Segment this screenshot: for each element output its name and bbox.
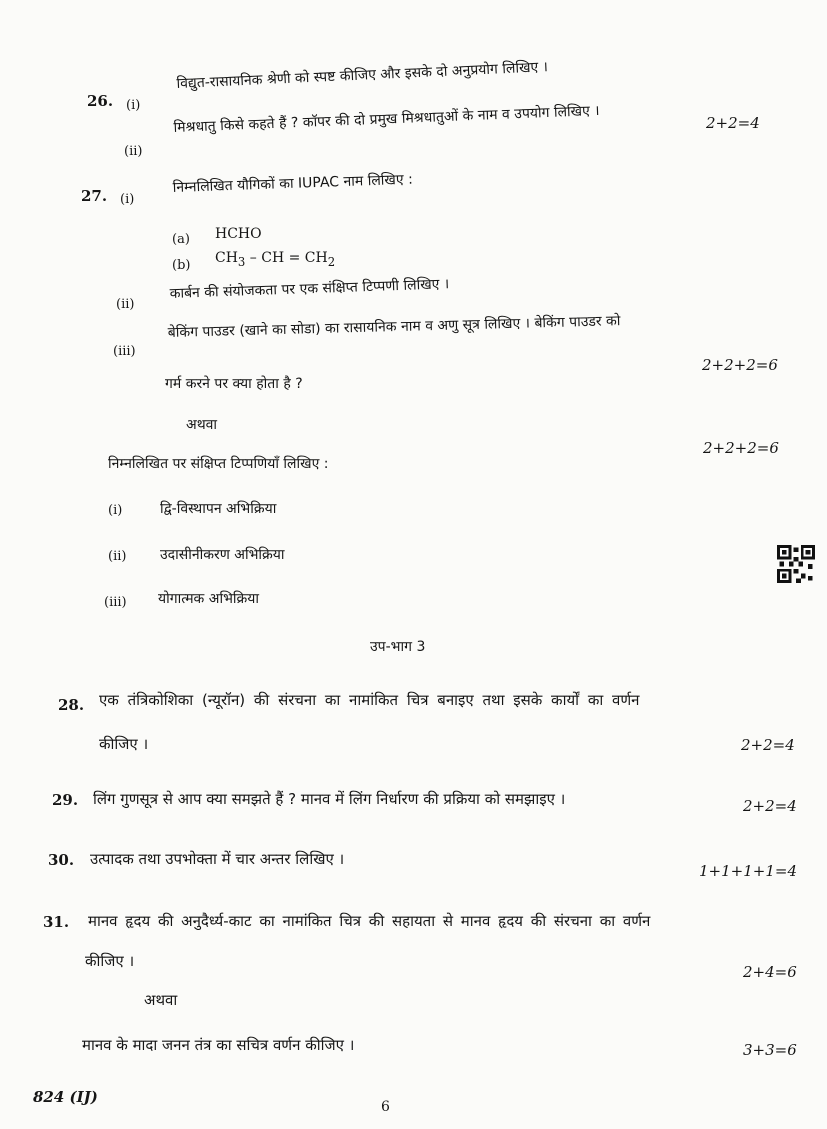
q26-ii-text: मिश्रधातु किसे कहते हैं ? कॉपर की दो प्रमुख मिश्रधातुओं के नाम व उपयोग लिखिए । xyxy=(173,102,600,137)
q27-alt-item-3-text: योगात्मक अभिक्रिया xyxy=(158,591,260,607)
q26-i-label: (i) xyxy=(126,98,141,113)
q27-or-label: अथवा xyxy=(186,417,218,433)
q27-alt-item-1-text: द्वि-विस्थापन अभिक्रिया xyxy=(160,501,277,517)
q27-alt-marks: 2+2+2=6 xyxy=(703,439,779,457)
q29-number: 29. xyxy=(52,791,79,809)
q31-marks: 2+4=6 xyxy=(743,963,797,981)
q27-b-formula-mid: – CH = CH xyxy=(245,250,328,266)
paper-code: 824 (IJ) xyxy=(33,1088,98,1106)
q27-alt-item-3-label: (iii) xyxy=(104,595,127,610)
q27-ii-label: (ii) xyxy=(116,297,135,312)
q31-text-line2: कीजिए । xyxy=(85,952,135,970)
q31-or-label: अथवा xyxy=(144,991,178,1009)
q30-marks: 1+1+1+1=4 xyxy=(699,862,797,880)
q27-iii-text-line1: बेकिंग पाउडर (खाने का सोडा) का रासायनिक नाम व अणु सूत्र लिखिए । बेकिंग पाउडर को xyxy=(167,313,621,342)
q27-a-label: (a) xyxy=(172,232,190,247)
q31-alt-text: मानव के मादा जनन तंत्र का सचित्र वर्णन कीजिए । xyxy=(82,1036,355,1054)
q27-alt-item-2-text: उदासीनीकरण अभिक्रिया xyxy=(160,547,285,563)
q27-iii-label: (iii) xyxy=(113,344,136,359)
q27-number: 27. xyxy=(81,187,108,205)
q27-ii-text: कार्बन की संयोजकता पर एक संक्षिप्त टिप्पणी लिखिए । xyxy=(169,276,450,303)
q28-marks: 2+2=4 xyxy=(741,736,795,754)
q28-text-line1: एक तंत्रिकोशिका (न्यूरॉन) की संरचना का नामांकित चित्र बनाइए तथा इसके कार्यों का वर्णन xyxy=(99,691,640,709)
q27-b-formula-sub2: 2 xyxy=(327,254,336,269)
q26-marks: 2+2=4 xyxy=(706,114,760,132)
q31-alt-marks: 3+3=6 xyxy=(743,1041,797,1059)
q27-b-formula xyxy=(215,250,335,269)
q27-alt-instruction: निम्नलिखित पर संक्षिप्त टिप्पणियाँ लिखिए : xyxy=(108,456,329,472)
q27-i-text: निम्नलिखित यौगिकों का IUPAC नाम लिखिए : xyxy=(172,171,414,197)
q28-number: 28. xyxy=(58,696,85,714)
q27-b-formula-sub1: 3 xyxy=(237,254,246,269)
q26-i-text: विद्युत-रासायनिक श्रेणी को स्पष्ट कीजिए और इसके दो अनुप्रयोग लिखिए । xyxy=(176,59,549,93)
qr-code-icon xyxy=(776,545,816,583)
q27-alt-item-1-label: (i) xyxy=(108,503,123,518)
q31-number: 31. xyxy=(43,913,70,931)
q27-iii-text-line2: गर्म करने पर क्या होता है ? xyxy=(165,376,303,392)
page-number: 6 xyxy=(381,1099,390,1115)
q27-a-formula: HCHO xyxy=(215,226,262,242)
q31-text-line1: मानव हृदय की अनुदैर्ध्य-काट का नामांकित चित्र की सहायता से मानव हृदय की संरचना का वर्णन xyxy=(88,912,651,930)
q29-text: लिंग गुणसूत्र से आप क्या समझते हैं ? मानव में लिंग निर्धारण की प्रक्रिया को समझाइए । xyxy=(93,790,566,808)
q29-marks: 2+2=4 xyxy=(743,797,797,815)
section-title: उप-भाग 3 xyxy=(370,639,426,655)
q28-text-line2: कीजिए । xyxy=(99,735,149,753)
q27-b-label: (b) xyxy=(172,258,191,273)
q30-number: 30. xyxy=(48,851,75,869)
q26-number: 26. xyxy=(87,92,114,110)
q30-text: उत्पादक तथा उपभोक्ता में चार अन्तर लिखिए । xyxy=(90,850,345,868)
q27-b-formula-main: CH xyxy=(215,250,238,266)
q27-marks: 2+2+2=6 xyxy=(702,356,778,374)
q27-i-label: (i) xyxy=(120,192,135,207)
q27-alt-item-2-label: (ii) xyxy=(108,549,127,564)
q26-ii-label: (ii) xyxy=(124,144,143,159)
